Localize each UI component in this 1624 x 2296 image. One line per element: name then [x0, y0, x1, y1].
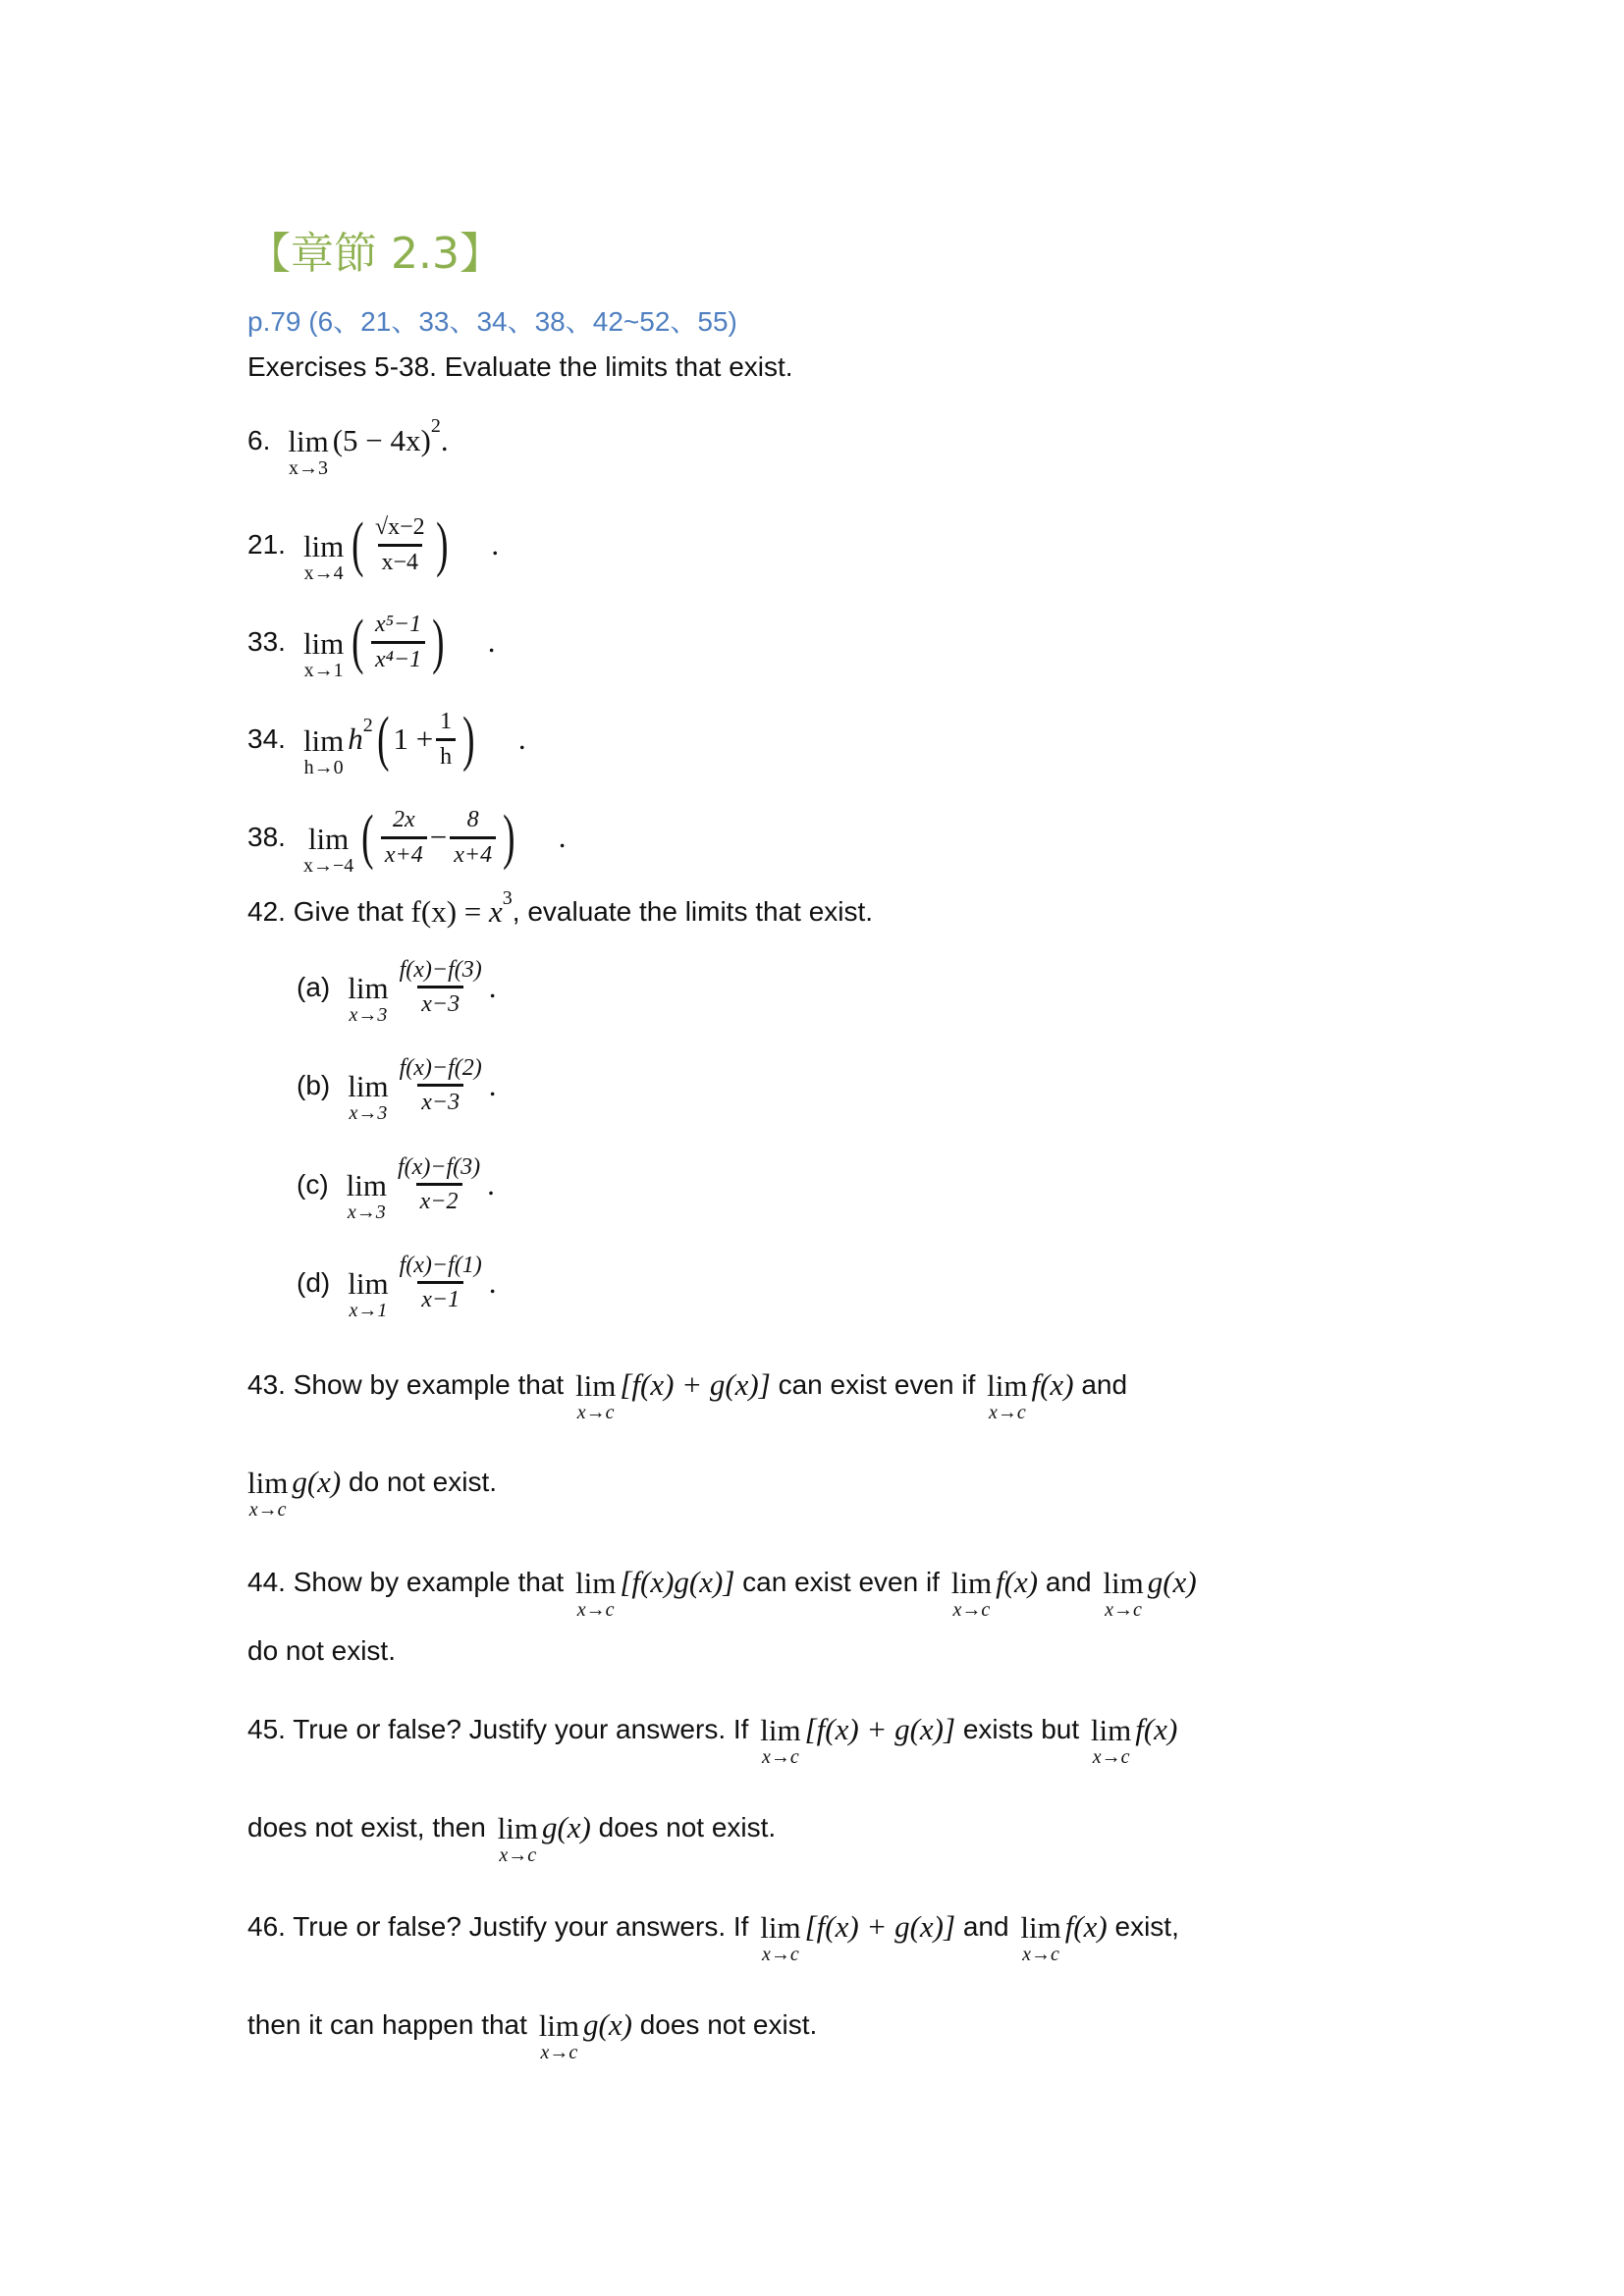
text: 44. Show by example that: [247, 1566, 565, 1597]
text: then it can happen that: [247, 2008, 527, 2040]
text: exists but: [962, 1713, 1080, 1744]
limit: lim x→c: [538, 2008, 580, 2063]
text: 46. True or false? Justify your answers. If: [247, 1910, 749, 1942]
problem-6: [247, 414, 449, 479]
exponent: 2: [430, 415, 441, 437]
fraction: $\frac{f(x)-f(3)}{x-3}$: [399, 957, 482, 1018]
text: does not exist, then: [247, 1811, 486, 1842]
paren: ): [432, 609, 445, 675]
expression: g(x): [292, 1464, 342, 1499]
expression: [f(x) + g(x)]: [620, 1366, 771, 1402]
expression: g(x): [541, 1809, 591, 1844]
limit: lim x→c: [760, 1910, 801, 1965]
problem-44: [247, 1556, 1197, 1621]
fraction: $\frac{√x-2}{x-4}$: [374, 514, 425, 575]
limit: lim x→3: [346, 1168, 387, 1224]
text: can exist even if: [778, 1368, 976, 1400]
expression: (5 − 4x): [332, 422, 431, 457]
period: .: [491, 527, 500, 561]
text: 43. Show by example that: [247, 1368, 565, 1400]
expression: f(x): [1031, 1366, 1074, 1402]
period: .: [440, 422, 449, 457]
part-label: (c): [297, 1168, 329, 1200]
part-label: (d): [297, 1266, 331, 1298]
limit: lim x→c: [950, 1566, 993, 1621]
text: 42. Give that: [247, 896, 404, 927]
text: and: [962, 1910, 1009, 1942]
problem-number: 38.: [247, 822, 286, 852]
limit: lim x→c: [1020, 1910, 1061, 1965]
limit: lim x→c: [574, 1566, 617, 1621]
fraction: $\frac{\text{x⁵−1}}{\text{x⁴−1}}$: [371, 612, 425, 672]
text: do not exist.: [349, 1466, 498, 1497]
problem-42b: [297, 1055, 497, 1125]
expression: [f(x)g(x)]: [620, 1564, 735, 1599]
instructions: Exercises 5-38. Evaluate the limits that exist.: [247, 351, 793, 382]
fraction: $\frac{f(x)-f(2)}{x-3}$: [399, 1055, 482, 1116]
fraction: $\frac{f(x)-f(1)}{x-1}$: [399, 1253, 482, 1313]
text: exist,: [1114, 1910, 1179, 1942]
part-label: (a): [297, 971, 331, 1002]
paren: ): [435, 511, 449, 578]
limit: lim x→3: [348, 1069, 389, 1125]
limit: lim x→−4: [302, 821, 354, 877]
expression: f(x) =: [410, 894, 482, 929]
period: .: [487, 624, 496, 659]
problem-33: [247, 609, 496, 681]
limit: lim x→c: [247, 1466, 289, 1521]
problem-number: 33.: [247, 626, 286, 657]
paren: ): [503, 804, 515, 871]
expression: f(x): [996, 1564, 1039, 1599]
section-title: 【章節 2.3】: [247, 229, 503, 279]
text: can exist even if: [742, 1566, 940, 1597]
problem-number: 34.: [247, 723, 286, 754]
limit: lim x→c: [1090, 1713, 1132, 1768]
problem-45: [247, 1703, 1178, 1768]
problem-43-cont: [247, 1456, 498, 1521]
problem-34: [247, 706, 526, 778]
text: and: [1081, 1368, 1128, 1400]
period: .: [488, 1264, 497, 1300]
paren: ): [462, 706, 475, 773]
limit: lim x→3: [288, 424, 329, 479]
expression: [f(x) + g(x)]: [804, 1711, 956, 1746]
paren: (: [352, 511, 364, 578]
problem-42: [247, 886, 874, 930]
limit: lim x→3: [348, 971, 389, 1027]
limit: lim x→c: [760, 1713, 801, 1768]
period: .: [487, 1166, 495, 1201]
minus: −: [429, 820, 448, 854]
limit: lim h→0: [302, 722, 345, 778]
paren: (: [361, 804, 374, 871]
expression: g(x): [1147, 1564, 1197, 1599]
period: .: [488, 1067, 497, 1102]
limit: lim x→c: [497, 1811, 538, 1866]
exponent: 3: [502, 886, 513, 909]
expression: g(x): [583, 2006, 632, 2042]
limit: lim x→1: [348, 1266, 389, 1322]
paren: (: [376, 706, 390, 773]
text: and: [1045, 1566, 1092, 1597]
exponent: 2: [362, 714, 373, 736]
limit: lim x→c: [1103, 1566, 1144, 1621]
period: .: [488, 969, 497, 1004]
problem-46-cont: [247, 1999, 818, 2063]
fraction: $\frac{8}{x+4}$: [450, 807, 496, 868]
text: 45. True or false? Justify your answers. If: [247, 1713, 749, 1744]
problem-43: [247, 1359, 1128, 1423]
fraction: $\frac{f(x)-f(3)}{x-2}$: [398, 1154, 481, 1215]
expression: f(x): [1064, 1908, 1108, 1944]
limit: lim x→1: [302, 625, 345, 681]
expression: f(x): [1135, 1711, 1178, 1746]
text: , evaluate the limits that exist.: [512, 896, 874, 927]
expression: [f(x) + g(x)]: [804, 1908, 956, 1944]
paren: (: [352, 609, 364, 675]
period: .: [517, 721, 526, 756]
problem-45-cont: [247, 1801, 777, 1866]
problem-44-cont: do not exist.: [247, 1635, 396, 1666]
fraction: $\frac{2x}{x+4}$: [381, 807, 427, 868]
text: does not exist.: [639, 2008, 818, 2040]
fraction: $\frac{1}{h}$: [436, 709, 456, 770]
problem-number: 21.: [247, 529, 286, 560]
page-reference: p.79 (6、21、33、34、38、42~52、55): [247, 306, 737, 337]
limit: lim x→c: [574, 1368, 617, 1423]
problem-38: [247, 804, 567, 877]
variable: x: [489, 894, 503, 929]
problem-21: [247, 511, 500, 584]
expression: 1 +: [393, 721, 434, 756]
problem-42d: [297, 1253, 497, 1322]
limit: lim x→4: [302, 528, 345, 584]
problem-42c: [297, 1154, 495, 1224]
problem-42a: [297, 957, 497, 1027]
problem-number: 6.: [247, 424, 271, 455]
problem-46: [247, 1900, 1179, 1965]
variable: h: [348, 721, 363, 756]
part-label: (b): [297, 1069, 331, 1100]
text: does not exist.: [598, 1811, 777, 1842]
limit: lim x→c: [987, 1368, 1028, 1423]
period: .: [558, 820, 567, 854]
